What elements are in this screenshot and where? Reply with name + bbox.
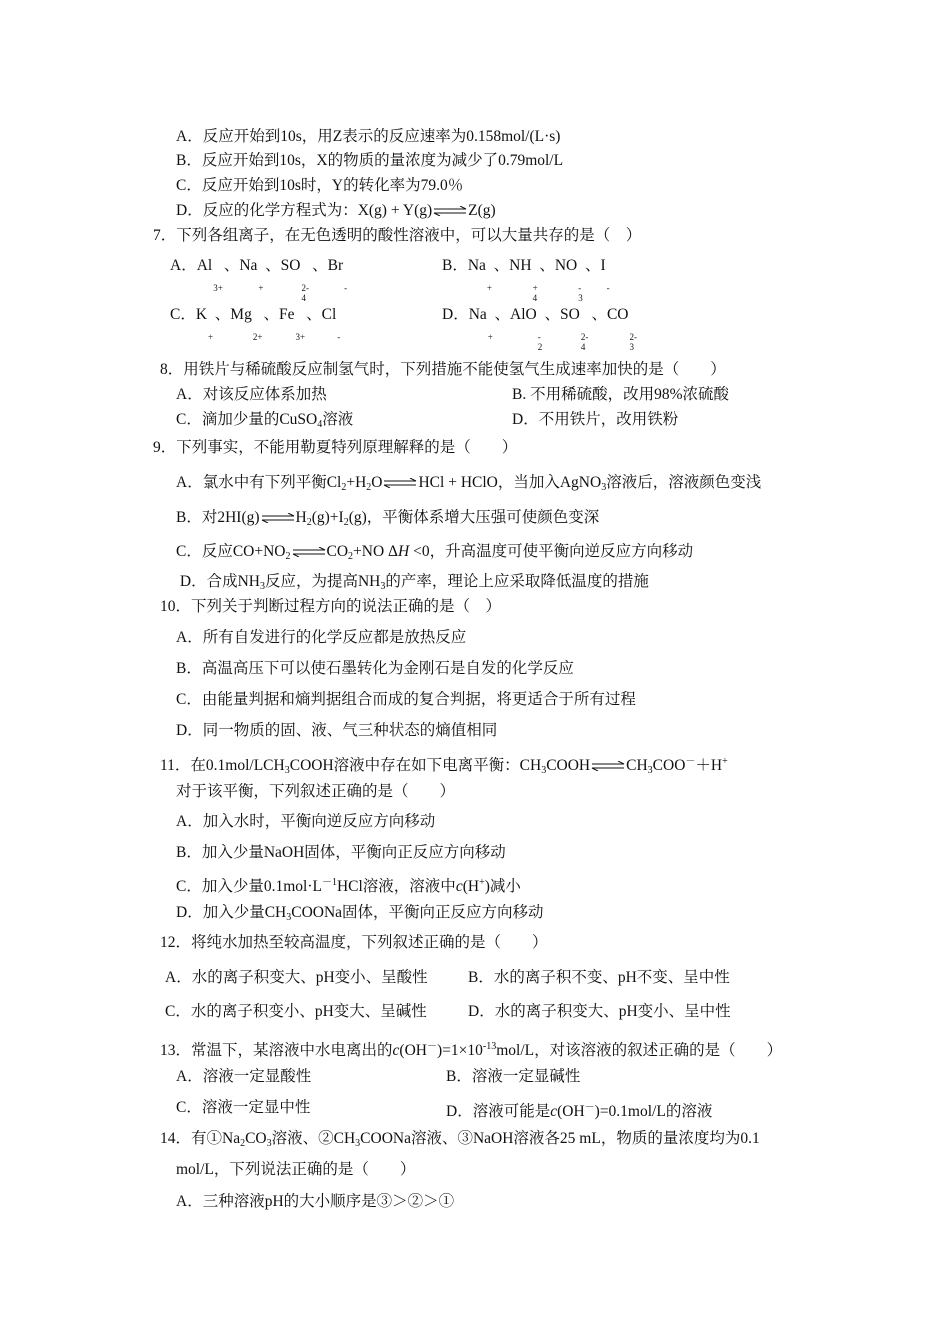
q6-d-reactants: D．反应的化学方程式为：X(g) + Y(g) (176, 202, 433, 219)
q6-option-c: C．反应开始到10s时，Y的转化率为79.0％ (176, 177, 464, 194)
q13-option-c: C．溶液一定显中性 (176, 1099, 311, 1116)
q13-option-b: B．溶液一定显碱性 (446, 1068, 581, 1085)
equilibrium-arrow-icon (261, 513, 295, 523)
q6-d-product: Z(g) (468, 202, 496, 219)
q9-stem: 9．下列事实，不能用勒夏特列原理解释的是（ ） (153, 439, 518, 456)
equilibrium-arrow-icon (591, 761, 625, 771)
q12-option-b: B．水的离子积不变、pH不变、呈中性 (468, 969, 730, 986)
equilibrium-arrow-icon (292, 547, 326, 557)
q9-option-c: C．反应$CO+NO_2$ $CO_2+NO$ ΔH <0，升高温度可使平衡向逆反应方向移动 (176, 543, 694, 562)
q8-option-a: A．对该反应体系加热 (176, 386, 327, 403)
q12-option-d: D．水的离子积变大、pH变小、呈中性 (468, 1003, 731, 1020)
q11-option-c: C．加入少量$0.1mol\cdot L^{-1}HCl$溶液，溶液中c(H+)减小 (176, 877, 521, 895)
q14-stem-line1: 14．有$①Na_2CO_3$溶液、$②CH_3COONa$溶液、③NaOH溶液各25 mL，物质的量浓度均为0.1 (160, 1130, 760, 1149)
q8-option-d: D．不用铁片，改用铁粉 (512, 411, 679, 428)
q8-option-b: B. 不用稀硫酸，改用98%浓硫酸 (512, 386, 730, 403)
q14-stem-line2: mol/L，下列说法正确的是（ ） (176, 1161, 416, 1178)
q10-option-b: B．高温高压下可以使石墨转化为金刚石是自发的化学反应 (176, 660, 574, 677)
q13-option-a: A．溶液一定显酸性 (176, 1068, 312, 1085)
q11-stem-line2: 对于该平衡，下列叙述正确的是（ ） (176, 783, 456, 800)
q7-option-d: D．Na + 、AlO - 2 、SO 2- 4 、CO 2- 3 (442, 306, 637, 352)
q12-option-c: C．水的离子积变小、pH变大、呈碱性 (165, 1003, 427, 1020)
q10-option-c: C．由能量判据和熵判据组合而成的复合判据，将更适合于所有过程 (176, 691, 636, 708)
q10-option-a: A．所有自发进行的化学反应都是放热反应 (176, 629, 467, 646)
q13-stem: 13．常温下，某溶液中水电离出的$c(OH^-)=1\times 10^{-13}mol/L$，对该溶液的叙述正确的是（ ） (160, 1041, 783, 1059)
q11-option-b: B．加入少量NaOH固体，平衡向正反应方向移动 (176, 844, 506, 861)
q12-stem: 12．将纯水加热至较高温度，下列叙述正确的是（ ） (160, 934, 548, 951)
q7-option-a: A．Al 3+ 、Na + 、SO 2- 4 、Br - (170, 257, 348, 303)
q9-option-d: D．合成$NH_3$反应，为提高$NH_3$的产率，理论上应采取降低温度的措施 (176, 573, 649, 592)
q6-option-b: B．反应开始到10s，X的物质的量浓度为减少了0.79mol/L (176, 152, 564, 169)
q11-option-a: A．加入水时，平衡向逆反应方向移动 (176, 813, 436, 830)
q11-stem-line1: 11．在$0.1mol/LCH_3COOH$溶液中存在如下电离平衡：$CH_3COOH$ $CH_3COO^-+H^+$ (160, 756, 728, 776)
equilibrium-arrow-icon (383, 478, 417, 488)
q7-option-b: B．Na + 、NH + 4 、NO - 3 、I - (442, 257, 610, 303)
q6-option-a: A．反应开始到10s，用Z表示的反应速率为0.158mol/(L·s) (176, 128, 561, 145)
q9-option-b: B．对2HI(g) $H_2(g)+I_2(g)$，平衡体系增大压强可使颜色变深 (176, 509, 600, 528)
q8-option-c: C．滴加少量的CuSO$_4$溶液 (176, 411, 354, 430)
q6-option-d (176, 201, 496, 221)
q7-option-c: C．K + 、Mg 2+ 、Fe 3+ 、Cl - (170, 306, 341, 342)
equilibrium-arrow-icon (433, 206, 467, 216)
q7-stem: 7．下列各组离子，在无色透明的酸性溶液中，可以大量共存的是（ ） (153, 227, 642, 244)
q12-option-a: A．水的离子积变大、pH变小、呈酸性 (165, 969, 428, 986)
q9-option-a: A．氯水中有下列平衡$Cl_2+H_2O$ HCl + HClO，当加入AgNO$_3$溶液后，溶液颜色变浅 (176, 474, 762, 493)
q13-option-d: D．溶液可能是c(OH－)=0.1mol/L的溶液 (446, 1102, 713, 1120)
q14-option-a: A．三种溶液pH的大小顺序是③＞②＞① (176, 1193, 455, 1210)
q10-stem: 10．下列关于判断过程方向的说法正确的是（ ） (160, 598, 502, 615)
q11-option-d: D．加入少量$CH_3COONa$固体，平衡向正反应方向移动 (176, 904, 544, 923)
q10-option-d: D．同一物质的固、液、气三种状态的熵值相同 (176, 722, 498, 739)
q8-stem: 8．用铁片与稀硫酸反应制氢气时，下列措施不能使氢气生成速率加快的是（ ） (160, 361, 726, 378)
